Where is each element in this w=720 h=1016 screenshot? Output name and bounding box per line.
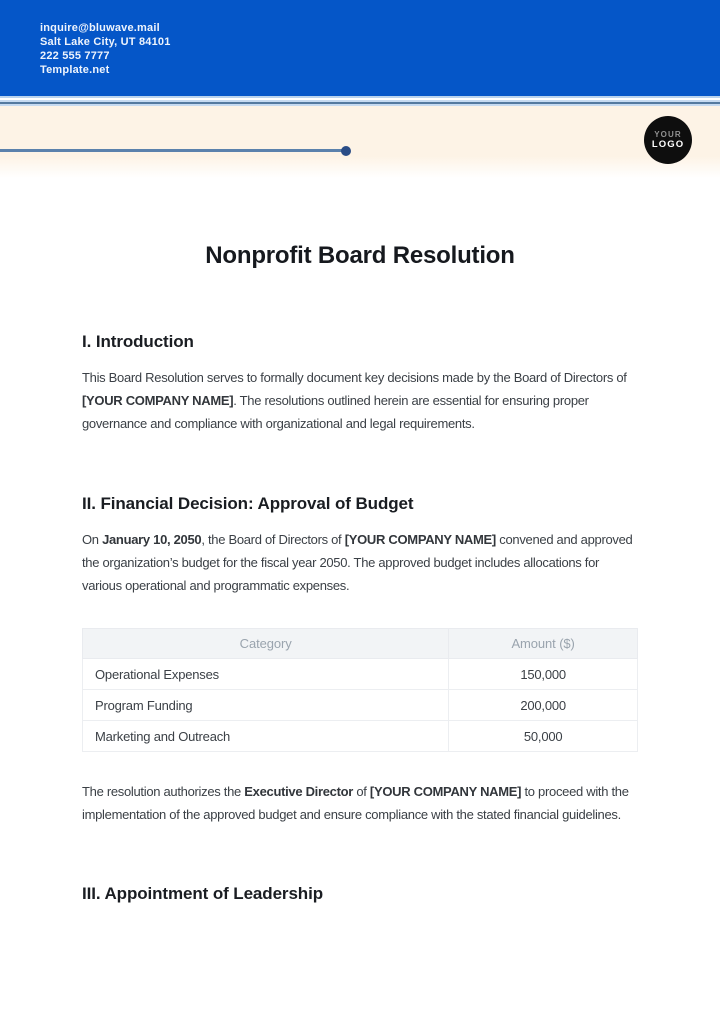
- amount-cell: 200,000: [449, 690, 638, 721]
- section-financial-decision: [82, 494, 638, 826]
- budget-table: [82, 628, 638, 752]
- column-header-amount: Amount ($): [449, 629, 638, 659]
- header-divider-stripes: [0, 96, 720, 106]
- letterhead-email: inquire@bluwave.mail: [40, 22, 160, 34]
- accent-band: [0, 106, 720, 178]
- column-header-category: Category: [83, 629, 449, 659]
- section-introduction: [82, 332, 638, 435]
- decorative-line-dot-icon: [341, 146, 351, 156]
- executive-director-label: Executive Director: [244, 784, 354, 799]
- logo-text-top: YOUR: [654, 130, 682, 139]
- decorative-line: [0, 149, 346, 152]
- letterhead-website: Template.net: [40, 64, 110, 76]
- company-name-placeholder: [YOUR COMPANY NAME]: [344, 532, 496, 547]
- letterhead: [0, 0, 720, 96]
- category-cell: Operational Expenses: [83, 659, 449, 690]
- document-body: [0, 242, 720, 904]
- section-1-heading: I. Introduction: [82, 332, 194, 351]
- category-cell: Marketing and Outreach: [83, 721, 449, 752]
- section-2-closing-paragraph: The resolution authorizes the Executive Director of [YOUR COMPANY NAME] to proceed with the implementation of the approved budget and ensure compliance with the stated financial guidelines.: [82, 784, 629, 822]
- section-2-paragraph: On January 10, 2050, the Board of Directors of [YOUR COMPANY NAME] convened and approved the organization’s budget for the fiscal year 2050. The approved budget includes allocations for various operational and programmatic expenses.: [82, 532, 633, 593]
- budget-table-header-row: [83, 629, 638, 659]
- company-name-placeholder: [YOUR COMPANY NAME]: [82, 393, 234, 408]
- table-row: [83, 690, 638, 721]
- section-2-heading: II. Financial Decision: Approval of Budget: [82, 494, 414, 513]
- section-3-heading: III. Appointment of Leadership: [82, 884, 323, 903]
- document-title: Nonprofit Board Resolution: [205, 242, 515, 269]
- table-row: [83, 659, 638, 690]
- letterhead-phone: 222 555 7777: [40, 50, 110, 62]
- section-leadership: [82, 884, 638, 904]
- table-row: [83, 721, 638, 752]
- amount-cell: 50,000: [449, 721, 638, 752]
- section-1-paragraph: This Board Resolution serves to formally document key decisions made by the Board of Directors of [YOUR COMPANY NAME]. The resolutions outlined herein are essential for ensuring proper governance and compliance with organizational and legal requirements.: [82, 370, 627, 431]
- category-cell: Program Funding: [83, 690, 449, 721]
- resolution-date: January 10, 2050: [102, 532, 202, 547]
- company-name-placeholder: [YOUR COMPANY NAME]: [369, 784, 522, 799]
- letterhead-address: Salt Lake City, UT 84101: [40, 36, 171, 48]
- amount-cell: 150,000: [449, 659, 638, 690]
- logo-text-bottom: LOGO: [651, 139, 685, 150]
- company-logo: [644, 116, 692, 164]
